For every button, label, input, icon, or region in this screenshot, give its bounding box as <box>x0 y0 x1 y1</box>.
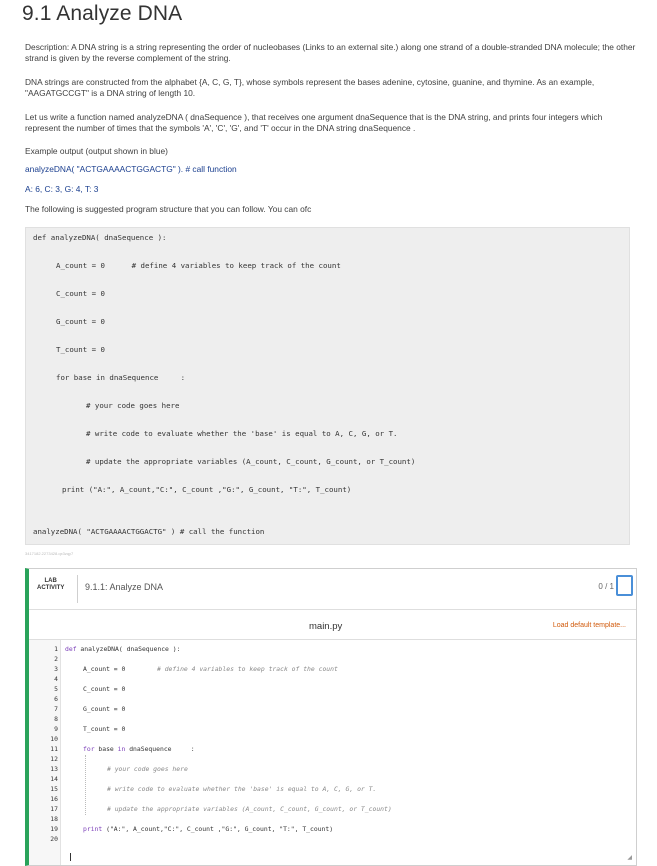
line-number: 8 <box>54 715 58 723</box>
code-line: G_count = 0 <box>56 317 105 326</box>
line-number: 1 <box>54 645 58 653</box>
code-text: ("A:", A_count,"C:", C_count ,"G:", G_count, "T:", T_count) <box>102 825 334 833</box>
line-number: 5 <box>54 685 58 693</box>
line-number: 16 <box>50 795 58 803</box>
line-number-gutter <box>29 640 61 865</box>
code-text: A_count = 0 <box>83 665 126 673</box>
alphabet-paragraph: DNA strings are constructed from the alphabet {A, C, G, T}, whose symbols represent the bases adenine, cytosine, guanine, and thymine. As an example, "AAGATGCCGT" is a DNA string of length 10. <box>25 77 595 98</box>
lab-tag-line1: LAB <box>44 578 57 584</box>
example-output: A: 6, C: 3, G: 4, T: 3 <box>25 184 99 194</box>
keyword: print <box>83 825 103 833</box>
load-default-template-link[interactable]: Load default template... <box>552 622 626 629</box>
keyword: for <box>83 745 95 753</box>
code-line: # update the appropriate variables (A_count, C_count, G_count, or T_count) <box>86 457 416 466</box>
indent-guide <box>85 755 86 815</box>
editor-line-19[interactable] <box>83 825 333 833</box>
activity-id: 3417182.2273428.qx3zqy7 <box>25 551 74 556</box>
code-text: analyzeDNA( dnaSequence ): <box>76 645 181 653</box>
editor-line-3[interactable] <box>83 665 125 673</box>
line-number: 18 <box>50 815 58 823</box>
file-tab-main-py[interactable]: main.py <box>309 621 343 632</box>
line-number: 20 <box>50 835 58 843</box>
suggestion-text: The following is suggested program structure that you can follow. You can ofc <box>25 204 312 214</box>
line-number: 10 <box>50 735 58 743</box>
page-title: 9.1 Analyze DNA <box>22 2 183 25</box>
lab-title: 9.1.1: Analyze DNA <box>85 582 164 592</box>
code-line: def analyzeDNA( dnaSequence ): <box>33 233 167 242</box>
completion-checkbox <box>616 575 633 596</box>
line-number: 15 <box>50 785 58 793</box>
score-label: 0 / 1 <box>598 582 614 591</box>
line-number: 17 <box>50 805 58 813</box>
code-line: A_count = 0 # define 4 variables to keep track of the count <box>56 261 341 270</box>
line-number: 9 <box>54 725 58 733</box>
editor-line-17[interactable]: # update the appropriate variables (A_count, C_count, G_count, or T_count) <box>107 805 392 813</box>
line-number: 3 <box>54 665 58 673</box>
code-line: # write code to evaluate whether the 'base' is equal to A, C, G, or T. <box>86 429 398 438</box>
resize-handle-icon[interactable]: ◢ <box>627 855 632 861</box>
line-number: 4 <box>54 675 58 683</box>
line-number: 19 <box>50 825 58 833</box>
lab-activity-tag <box>37 578 64 592</box>
keyword: def <box>65 645 77 653</box>
divider <box>29 639 636 640</box>
keyword: in <box>117 745 126 753</box>
editor-comment: # define 4 variables to keep track of the count <box>157 665 338 673</box>
line-number: 2 <box>54 655 58 663</box>
code-text: base <box>94 745 118 753</box>
line-number: 7 <box>54 705 58 713</box>
divider <box>77 575 78 603</box>
code-line: # your code goes here <box>86 401 180 410</box>
lab-tag-line2: ACTIVITY <box>37 585 65 591</box>
suggested-code-block <box>25 227 630 545</box>
example-label: Example output (output shown in blue) <box>25 146 168 156</box>
divider <box>29 609 636 610</box>
code-text: dnaSequence : <box>125 745 195 753</box>
editor-line-11[interactable] <box>83 745 195 753</box>
task-paragraph: Let us write a function named analyzeDNA ( dnaSequence ), that receives one argument dnaSequence that is the DNA string, and prints four integers which represent the number of times that the symbols 'A', 'C', 'G', and 'T' occur in the DNA string dnaSequence . <box>25 112 603 133</box>
code-line: analyzeDNA( "ACTGAAAACTGGACTG" ) # call the function <box>33 527 265 536</box>
editor-line-9[interactable]: T_count = 0 <box>83 725 126 733</box>
line-number: 11 <box>50 745 58 753</box>
code-line: print ("A:", A_count,"C:", C_count ,"G:", G_count, "T:", T_count) <box>62 485 352 494</box>
line-number: 6 <box>54 695 58 703</box>
editor-line-5[interactable]: C_count = 0 <box>83 685 126 693</box>
lab-activity-panel <box>25 568 637 866</box>
line-number: 14 <box>50 775 58 783</box>
description-paragraph: Description: A DNA string is a string representing the order of nucleobases (Links to an external site.) along one strand of a double-stranded DNA molecule; the other strand is given by the reverse complement of the string. <box>25 42 636 63</box>
line-number: 13 <box>50 765 58 773</box>
editor-line-1[interactable] <box>65 645 180 653</box>
text-cursor <box>70 853 71 861</box>
editor-line-7[interactable]: G_count = 0 <box>83 705 126 713</box>
code-line: for base in dnaSequence : <box>56 373 186 382</box>
example-call: analyzeDNA( "ACTGAAAACTGGACTG" ). # call function <box>25 164 237 174</box>
editor-line-15[interactable]: # write code to evaluate whether the 'base' is equal to A, C, G, or T. <box>107 785 377 793</box>
code-line: C_count = 0 <box>56 289 105 298</box>
code-line: T_count = 0 <box>56 345 105 354</box>
editor-line-13[interactable]: # your code goes here <box>107 765 188 773</box>
line-number: 12 <box>50 755 58 763</box>
